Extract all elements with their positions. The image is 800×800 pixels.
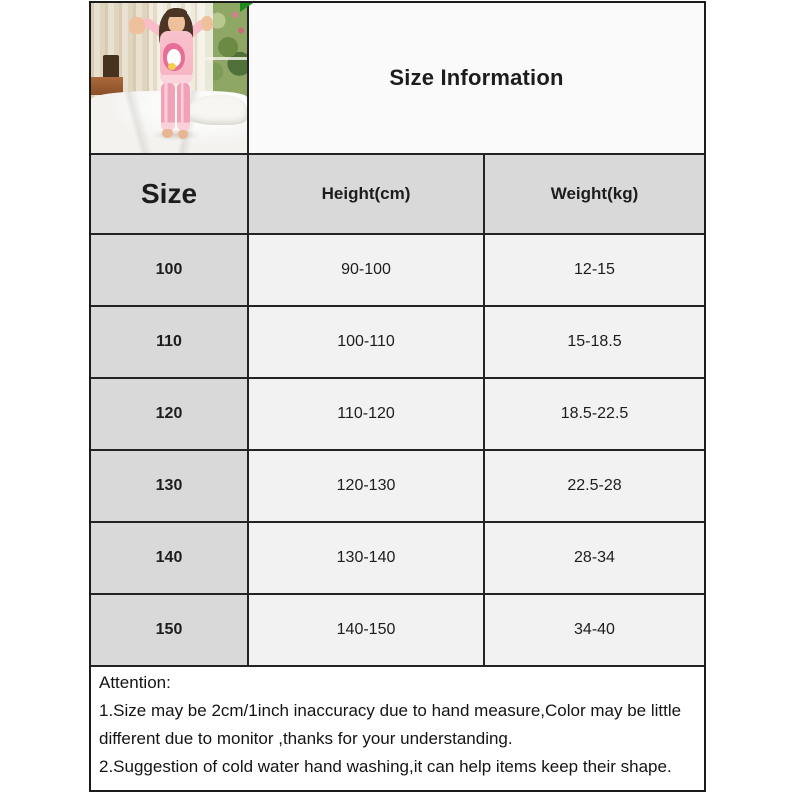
size-information-table bbox=[89, 1, 706, 792]
green-corner-marker-icon bbox=[240, 3, 253, 12]
photo-pajama-right-leg bbox=[177, 83, 190, 131]
height-value: 110-120 bbox=[249, 379, 485, 451]
product-photo bbox=[91, 3, 249, 155]
weight-value: 18.5-22.5 bbox=[485, 379, 704, 451]
size-value: 120 bbox=[91, 379, 249, 451]
weight-value: 22.5-28 bbox=[485, 451, 704, 523]
attention-note bbox=[91, 667, 704, 790]
attention-line-2: 2.Suggestion of cold water hand washing,it can help items keep their shape. bbox=[99, 757, 672, 776]
photo-cartoon-print-dot bbox=[168, 63, 176, 70]
height-value: 140-150 bbox=[249, 595, 485, 667]
table-title-cell bbox=[249, 3, 704, 155]
weight-value: 12-15 bbox=[485, 235, 704, 307]
photo-girl-right-hand bbox=[201, 16, 213, 31]
weight-value: 28-34 bbox=[485, 523, 704, 595]
attention-line-1: 1.Size may be 2cm/1inch inaccuracy due to hand measure,Color may be little different due to monitor ,thanks for your understanding. bbox=[99, 701, 682, 748]
size-value: 150 bbox=[91, 595, 249, 667]
height-value: 120-130 bbox=[249, 451, 485, 523]
height-value: 130-140 bbox=[249, 523, 485, 595]
weight-value: 15-18.5 bbox=[485, 307, 704, 379]
column-header-weight: Weight(kg) bbox=[485, 155, 704, 235]
photo-girl-bangs bbox=[166, 8, 187, 17]
weight-value: 34-40 bbox=[485, 595, 704, 667]
photo-girl-shadow bbox=[151, 129, 201, 141]
column-header-height: Height(cm) bbox=[249, 155, 485, 235]
size-value: 100 bbox=[91, 235, 249, 307]
height-value: 90-100 bbox=[249, 235, 485, 307]
height-value: 100-110 bbox=[249, 307, 485, 379]
photo-pajama-left-leg bbox=[161, 83, 175, 131]
attention-heading: Attention: bbox=[99, 673, 171, 692]
size-value: 140 bbox=[91, 523, 249, 595]
photo-duvet bbox=[186, 95, 247, 125]
size-value: 110 bbox=[91, 307, 249, 379]
photo-girl-right-foot bbox=[178, 130, 188, 139]
photo-girl-left-foot bbox=[162, 129, 173, 138]
page-title: Size Information bbox=[389, 65, 564, 90]
size-value: 130 bbox=[91, 451, 249, 523]
column-header-size: Size bbox=[91, 155, 249, 235]
photo-girl-left-hand bbox=[129, 17, 145, 34]
